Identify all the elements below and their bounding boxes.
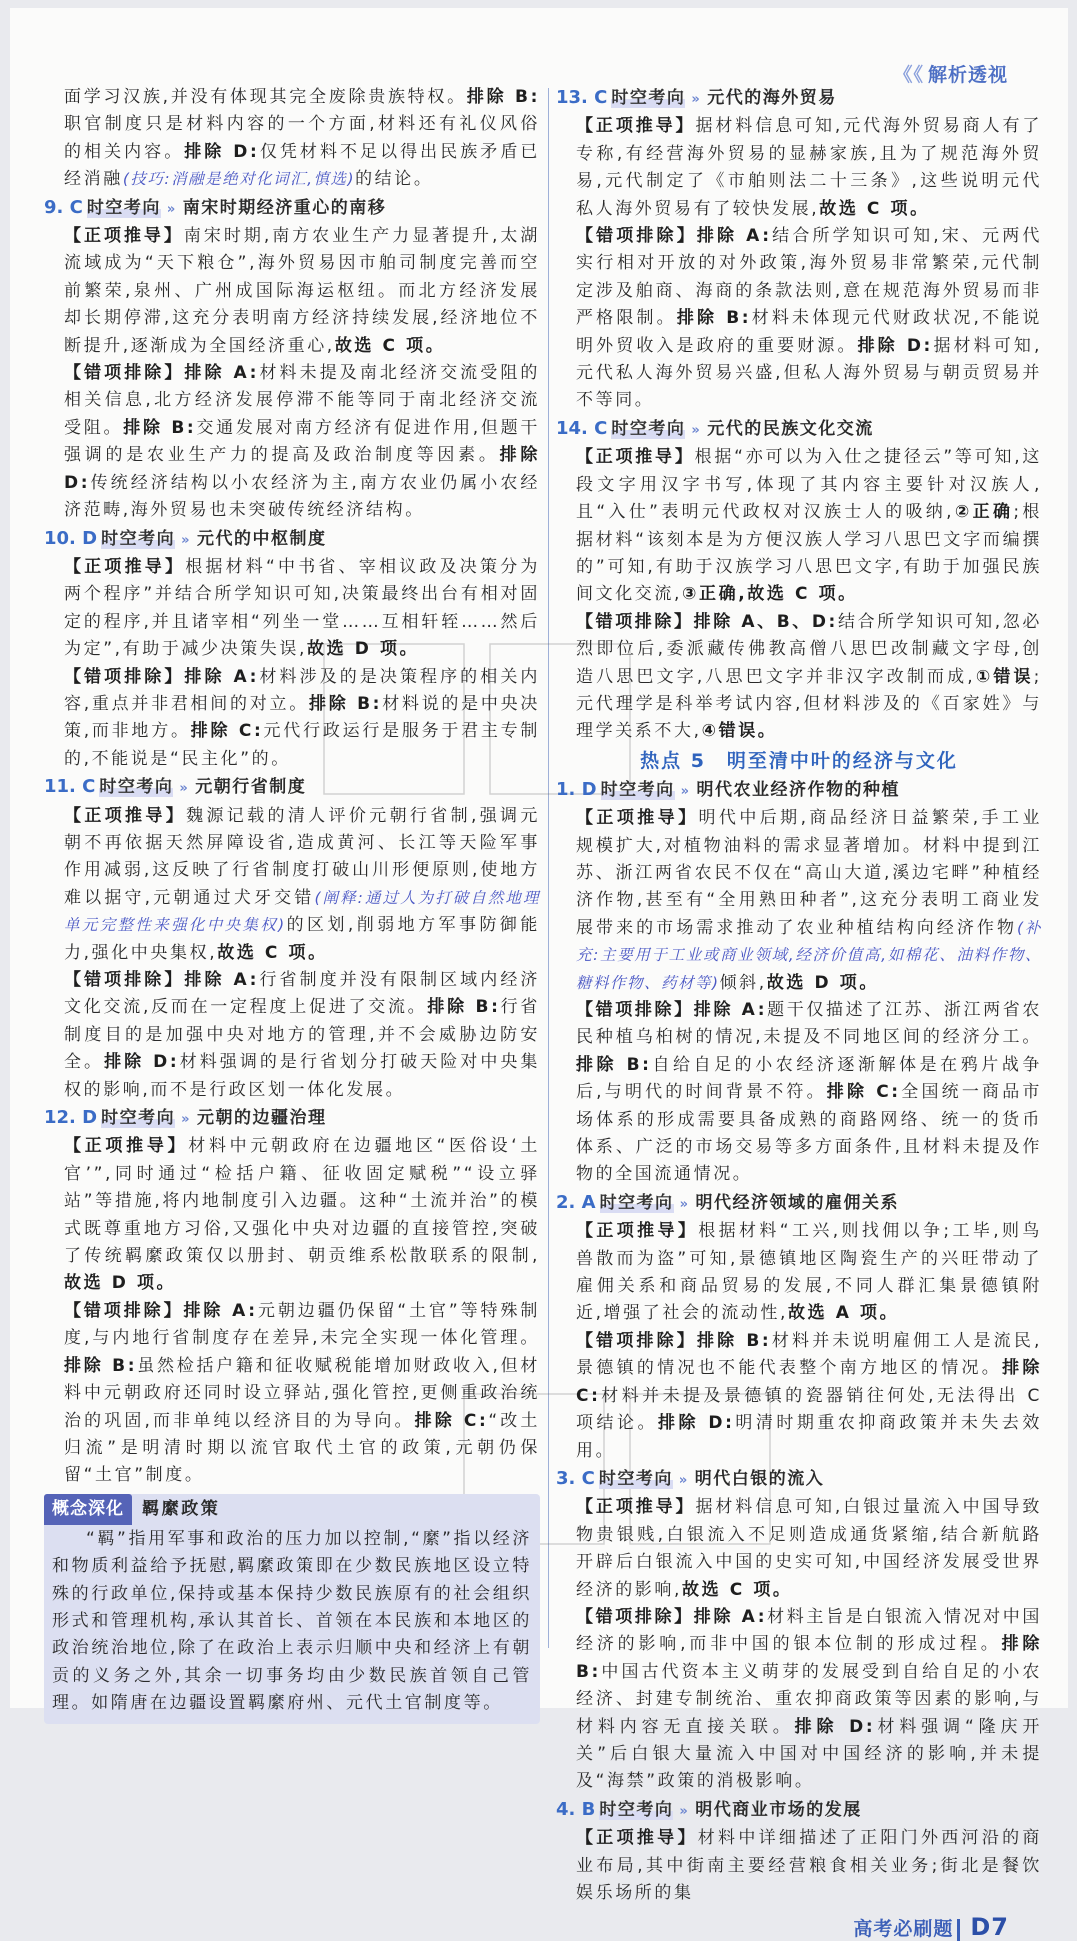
text: 据材料信息可知,白银过量流入中国导致物贵银贱,白银流入不足则造成通货紧缩,结合新航路开辟后白银流入中国的史实可知,中国经济发展受世界经济的影响,	[576, 1497, 1042, 1600]
bold-text: 【正项推导】	[576, 808, 699, 829]
explanation-paragraph	[44, 1133, 540, 1297]
right-column	[556, 84, 1042, 1907]
book-title: 高考必刷题	[853, 1918, 954, 1940]
topic-tag: 时空考向	[598, 1468, 673, 1489]
question-topic: 明代白银的流入	[694, 1468, 825, 1489]
explanation-paragraph	[44, 967, 540, 1104]
bold-text: 【正项推导】	[576, 1828, 698, 1849]
question-heading	[556, 776, 1042, 805]
bold-text: 【正项推导】	[576, 1497, 696, 1518]
question-heading	[44, 525, 540, 554]
chevron-left-icon: 《《	[893, 64, 924, 86]
bold-text: 【正项推导】	[64, 805, 187, 826]
text: 根据材料“工兴,则找佣以争;工毕,则鸟兽散而为盗”可知,景德镇地区陶瓷生产的兴旺带动了雇佣关系和商品贸易的发展,不同人群汇集景德镇附近,增强了社会的流动性,	[576, 1221, 1042, 1324]
concept-body: “羁”指用军事和政治的压力加以控制,“縻”指以经济和物质利益给予抚慰,羁縻政策即在少数民族地区设立特殊的行政单位,保持或基本保持少数民族原有的社会组织形式和管理机构,承认其首长、首领在本民族和本地区的政治统治地位,除了在政治上表示归顺中央和经济上有朝贡的义务之外,其余一切事务均由少数民族首领自己管理。如隋唐在边疆设置羁縻府州、元代土官制度等。	[52, 1528, 532, 1714]
question-topic: 元代的中枢制度	[197, 528, 327, 549]
explanation-paragraph	[44, 84, 540, 194]
text: 结合所学知识可知,忽必烈即位后,委派藏传佛教高僧八思巴改制藏文字母,创造八思巴文字,八思巴文字并非汉字改制而成,	[576, 611, 1042, 687]
text: 全国统一商品市场体系的形成需要具备成熟的商路网络、统一的货币体系、广泛的市场交易等多方面条件,且材料未提及作物的全国流通情况。	[576, 1082, 1042, 1185]
question-answer: 11. C	[44, 776, 96, 798]
text: 的区划,削弱地方军事防御能力,强化中央集权,	[64, 915, 540, 963]
explanation-paragraph	[556, 113, 1042, 223]
text: 材料未体现元代财政状况,不能说明外贸收入是政府的重要财源。	[576, 308, 1042, 356]
text: 根据“亦可以为入仕之捷径云”等可知,这段文字用汉字书写,体现了其内容主要针对汉族人,且“入仕”表明元代政权对汉族士人的吸纳,	[576, 447, 1042, 523]
bold-text: 【正项推导】	[576, 447, 695, 468]
arrow-icon: »	[691, 422, 702, 438]
text: 元朝边疆仍保留“土官”等特殊制度,与内地行省制度存在差异,未完全实现一体化管理。	[64, 1300, 540, 1349]
explanation-paragraph	[44, 223, 540, 360]
bold-text: 【错项排除】排除 B:	[576, 1330, 772, 1351]
bold-text: 【错项排除】排除 A:	[64, 363, 260, 384]
bold-text: 【正项推导】	[64, 1136, 189, 1157]
text: ;根据材料“该刻本是为方便汉族人学习八思巴文字而编撰的”可知,有助于汉族学习八思巴文字,有助于加强民族间文化交流,	[576, 502, 1042, 605]
bold-text: 排除 C:	[190, 721, 264, 742]
bold-text: 【错项排除】排除 A、B、D:	[576, 611, 838, 632]
annotation-note: (阐释:通过人为打破自然地理单元完整性来强化中央集权)	[64, 888, 540, 935]
question-topic: 元朝的边疆治理	[197, 1108, 327, 1129]
bold-text: ①错误	[975, 666, 1034, 687]
text: 的结论。	[355, 169, 434, 190]
text: 明清时期重农抑商政策并未失去效用。	[576, 1413, 1043, 1461]
explanation-paragraph	[556, 223, 1042, 415]
section-title: 热点 5 明至清中叶的经济与文化	[640, 749, 958, 772]
footer-bar	[957, 1919, 960, 1941]
annotation-note: (技巧:消融是绝对化词汇,慎选)	[122, 170, 356, 189]
left-column	[44, 84, 540, 1724]
bold-text: 排除 D:	[184, 141, 260, 162]
bold-text: 【错项排除】排除 A:	[576, 1000, 768, 1020]
text: 材料并未说明雇佣工人是流民,景德镇的情况也不能代表整个南方地区的情况。	[576, 1330, 1042, 1379]
question-answer: 9. C	[44, 196, 83, 218]
question-answer: 2. A	[556, 1191, 596, 1213]
bold-text: 【错项排除】排除 A:	[576, 1606, 768, 1627]
concept-tag: 概念深化	[44, 1494, 132, 1525]
section-header	[893, 60, 1008, 87]
page-number: D7	[970, 1913, 1009, 1941]
bold-text: 排除 D:	[658, 1413, 735, 1434]
bold-text: 故选 C 项。	[217, 942, 328, 963]
text: 中国古代资本主义萌芽的发展受到自给自足的小农经济、封建专制统治、重农抑商政策等因素的影响,与材料内容无直接关联。	[576, 1661, 1042, 1737]
text: 倾斜,	[719, 972, 767, 993]
bold-text: 【正项推导】	[576, 1221, 699, 1242]
explanation-paragraph	[556, 997, 1042, 1189]
text: 材料强调的是行省划分打破天险对中央集权的影响,而不是行政区划一体化发展。	[64, 1052, 540, 1100]
text: 南宋时期,南方农业生产力显著提升,太湖流域成为“天下粮仓”,海外贸易因市舶司制度完善而空前繁荣,泉州、广州成国际海运枢纽。而北方经济发展却长期停滞,这充分表明南方经济持续发展,经济地位不断提升,逐渐成为全国经济重心,	[64, 226, 540, 356]
topic-tag: 时空考向	[101, 1108, 176, 1129]
question-heading	[556, 415, 1042, 444]
arrow-icon: »	[166, 201, 177, 217]
explanation-paragraph	[556, 1494, 1042, 1604]
text: 结合所学知识可知,宋、元两代实行相对开放的对外政策,海外贸易非常繁荣,元代制定涉及舶商、海商的条款法则,意在规范海外贸易而非严格限制。	[576, 226, 1042, 329]
topic-tag: 时空考向	[611, 418, 686, 439]
question-topic: 元代的民族文化交流	[707, 418, 874, 439]
bold-text: 排除 B:	[576, 1054, 652, 1075]
question-heading	[556, 84, 1042, 113]
bold-text: 故选 C 项。	[334, 335, 446, 356]
text: 传统经济结构以小农经济为主,南方农业仍属小农经济范畴,海外贸易也未突破传统经济结构。	[64, 472, 540, 521]
column-divider	[548, 88, 549, 1648]
explanation-paragraph	[44, 803, 540, 967]
topic-tag: 时空考向	[101, 528, 176, 549]
topic-tag: 时空考向	[99, 777, 174, 798]
bold-text: 排除 B:	[466, 87, 540, 107]
bold-text: 排除 D:	[104, 1052, 180, 1073]
text: 材料并未提及景德镇的瓷器销往何处,无法得出 C 项结论。	[576, 1385, 1042, 1434]
bold-text: 排除 C:	[576, 1358, 1042, 1406]
bold-text: 排除 B:	[64, 1355, 138, 1376]
bold-text: 排除 D:	[857, 335, 933, 356]
concept-box	[44, 1494, 540, 1724]
arrow-icon: »	[679, 1196, 690, 1212]
text: “改土归流”是明清时期以流官取代土官的政策,元朝仍保留“土官”制度。	[64, 1410, 541, 1486]
bold-text: 故选 D 项。	[307, 639, 420, 660]
section-header-title: 解析透视	[927, 64, 1008, 86]
question-answer: 1. D	[556, 778, 597, 800]
bold-text: ②正确	[954, 502, 1014, 523]
text: 材料说的是中央决策,而非地方。	[64, 693, 540, 742]
bold-text: 【正项推导】	[64, 556, 186, 577]
text: 面学习汉族,并没有体现其完全废除贵族特权。	[64, 87, 467, 107]
arrow-icon: »	[181, 532, 192, 548]
bold-text: 【正项推导】	[576, 116, 696, 137]
explanation-paragraph	[556, 444, 1042, 608]
question-topic: 元朝行省制度	[195, 777, 307, 798]
text: 仅凭材料不足以得出民族矛盾已经消融	[64, 141, 540, 190]
question-topic: 明代商业市场的发展	[695, 1799, 862, 1820]
topic-tag: 时空考向	[599, 1799, 674, 1820]
question-answer: 13. C	[556, 87, 608, 108]
bold-text: 【错项排除】排除 A:	[64, 970, 260, 990]
bold-text: 排除 B:	[123, 417, 197, 438]
arrow-icon: »	[678, 1472, 689, 1488]
bold-text: ③正确,故选 C 项。	[682, 584, 858, 605]
text: 材料涉及的是决策程序的相关内容,重点并非君相间的对立。	[64, 666, 540, 714]
explanation-paragraph	[44, 360, 540, 524]
text: 虽然检括户籍和征收赋税能增加财政收入,但材料中元朝政府还同时设立驿站,强化管控,更侧重政治统治的巩固,而非单纯以经济目的为导向。	[64, 1355, 540, 1431]
question-heading	[556, 1465, 1042, 1494]
text: 材料强调“隆庆开关”后白银大量流入中国对中国经济的影响,并未提及“海禁”政策的消极影响。	[576, 1716, 1043, 1792]
bold-text: 排除 B:	[427, 997, 501, 1018]
question-topic: 元代的海外贸易	[707, 88, 837, 108]
bold-text: 【正项推导】	[64, 226, 184, 247]
explanation-paragraph	[44, 554, 540, 664]
text: 自给自足的小农经济逐渐解体是在鸦片战争后,与明代的时间背景不符。	[576, 1054, 1042, 1103]
bold-text: 排除 C:	[414, 1410, 489, 1431]
topic-tag: 时空考向	[600, 779, 675, 800]
arrow-icon: »	[680, 783, 691, 799]
question-answer: 12. D	[44, 1107, 98, 1129]
text: 行省制度并没有限制区域内经济文化交流,反而在一定程度上促进了交流。	[64, 970, 540, 1018]
bold-text: 【错项排除】排除 A:	[64, 1300, 258, 1321]
text: 材料中详细描述了正阳门外西河沿的商业布局,其中街南主要经营粮食相关业务;街北是餐饮娱乐场所的集	[576, 1828, 1042, 1903]
question-answer: 4. B	[556, 1798, 596, 1820]
topic-tag: 时空考向	[86, 197, 161, 218]
text: 据材料可知,元代私人海外贸易兴盛,但私人海外贸易与朝贡贸易并不等同。	[576, 335, 1043, 411]
text: 题干仅描述了江苏、浙江两省农民种植乌桕树的情况,未提及不同地区间的经济分工。	[576, 1000, 1042, 1048]
bold-text: 排除 B:	[676, 308, 752, 329]
question-heading	[44, 773, 540, 802]
bold-text: 故选 D 项。	[766, 972, 879, 993]
text: 材料中元朝政府在边疆地区“医俗设‘土官’”,同时通过“检括户籍、征收固定赋税”“设立驿站”等措施,将内地制度引入边疆。这种“土流并治”的模式既尊重地方习俗,又强化中央对边疆的直接管控,突破了传统羁縻政策仅以册封、朝贡维系松散联系的限制,	[64, 1136, 540, 1267]
explanation-paragraph	[556, 1328, 1042, 1465]
question-heading	[44, 194, 540, 223]
question-heading	[556, 1796, 1042, 1825]
bold-text: 排除 D:	[794, 1716, 876, 1737]
bold-text: 排除 D:	[64, 445, 541, 493]
page-footer	[853, 1913, 1009, 1941]
question-answer: 3. C	[556, 1467, 595, 1489]
question-topic: 南宋时期经济重心的南移	[182, 197, 387, 218]
arrow-icon: »	[679, 1803, 690, 1819]
question-heading	[556, 1189, 1042, 1218]
explanation-paragraph	[556, 1604, 1042, 1796]
concept-title: 羁縻政策	[142, 1499, 221, 1520]
bold-text: 故选 D 项。	[64, 1273, 177, 1294]
text: 魏源记载的清人评价元朝行省制,强调元朝不再依据天然屏障设省,造成黄河、长江等天险军事作用减弱,这反映了行省制度打破山川形便原则,使地方难以据守,元朝通过犬牙交错	[64, 805, 541, 908]
explanation-paragraph	[556, 609, 1042, 746]
question-topic: 明代经济领域的雇佣关系	[695, 1192, 899, 1213]
arrow-icon: »	[179, 781, 190, 797]
explanation-paragraph	[556, 805, 1042, 997]
question-topic: 明代农业经济作物的种植	[696, 779, 900, 800]
bold-text: 故选 A 项。	[788, 1303, 900, 1324]
bold-text: ④错误。	[701, 721, 778, 742]
text: 职官制度只是材料内容的一个方面,材料还有礼仪风俗的相关内容。	[64, 114, 540, 162]
text: 根据材料“中书省、宰相议政及决策分为两个程序”并结合所学知识可知,决策最终出台有相对固定的程序,并且诸宰相“列坐一堂……互相轩轾……然后为定”,有助于减少决策失误,	[64, 556, 540, 660]
bold-text: 排除 C:	[826, 1082, 901, 1103]
topic-tag: 时空考向	[599, 1192, 674, 1213]
annotation-note: (补充:主要用于工业或商业领域,经济价值高,如棉花、油料作物、糖料作物、药材等)	[576, 918, 1043, 992]
bold-text: 排除 B:	[308, 693, 383, 714]
text: ;元代理学是科举考试内容,但材料涉及的《百家姓》与理学关系不大,	[576, 666, 1042, 742]
concept-box-header	[52, 1494, 532, 1526]
text: 元代行政运行是服务于君主专制的,不能说是“民主化”的。	[64, 721, 540, 769]
text: 行省制度目的是加强中央对地方的管理,并不会威胁边防安全。	[64, 997, 540, 1073]
topic-tag: 时空考向	[611, 88, 686, 108]
text: 材料未提及南北经济交流受阻的相关信息,北方经济发展停滞不能等同于南北经济交流受阻。	[64, 363, 540, 438]
question-answer: 14. C	[556, 417, 608, 439]
text: 据材料信息可知,元代海外贸易商人有了专称,有经营海外贸易的显赫家族,且为了规范海外贸易,元代制定了《市舶则法二十三条》,这些说明元代私人海外贸易有了较快发展,	[576, 116, 1042, 219]
explanation-paragraph	[44, 664, 540, 774]
explanation-paragraph	[556, 1218, 1042, 1328]
explanation-paragraph	[44, 1298, 540, 1490]
question-answer: 10. D	[44, 527, 98, 549]
text: 材料主旨是白银流入情况对中国经济的影响,而非中国的银本位制的形成过程。	[576, 1606, 1042, 1655]
text: 交通发展对南方经济有促进作用,但题干强调的是农业生产力的提高及政治制度等因素。	[64, 417, 540, 466]
bold-text: 故选 C 项。	[682, 1579, 793, 1600]
question-heading	[44, 1104, 540, 1133]
bold-text: 故选 C 项。	[819, 198, 930, 219]
arrow-icon: »	[181, 1112, 192, 1128]
explanation-paragraph	[556, 1825, 1042, 1907]
bold-text: 排除 B:	[576, 1634, 1042, 1682]
arrow-icon: »	[691, 92, 702, 107]
bold-text: 【错项排除】排除 A:	[64, 666, 260, 687]
bold-text: 【错项排除】排除 A:	[576, 226, 772, 247]
text: 明代中后期,商品经济日益繁荣,手工业规模扩大,对植物油料的需求显著增加。材料中提到江苏、浙江两省农民不仅在“高山大道,溪边宅畔”种植经济作物,甚至有“全用熟田种者”,这充分表明工商业发展带来的市场需求推动了农业种植结构向经济作物	[576, 808, 1042, 938]
